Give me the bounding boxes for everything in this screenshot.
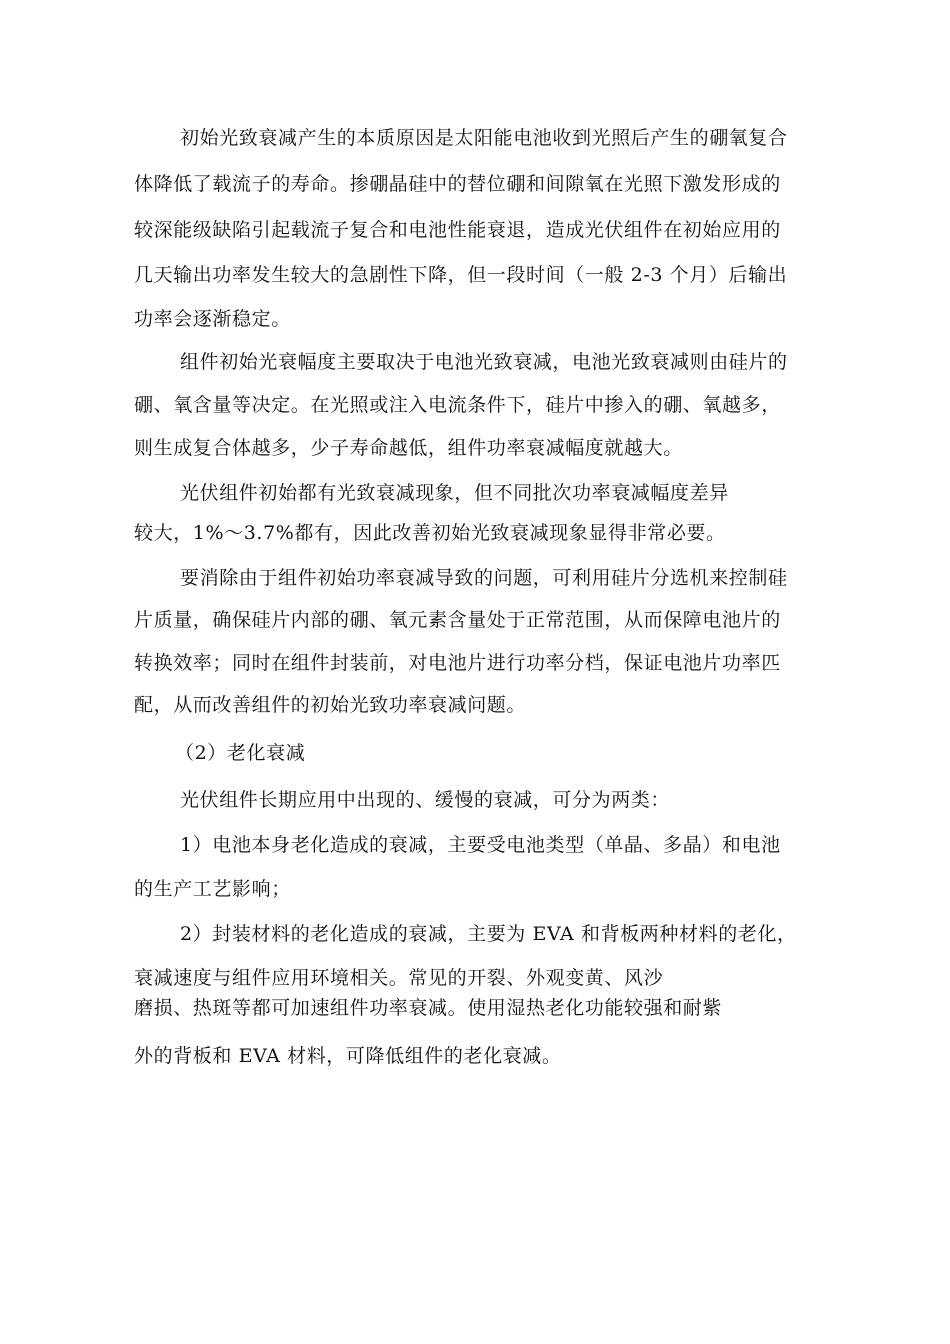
paragraph-6-line-1: 1）电池本身老化造成的衰减，主要受电池类型（单晶、多晶）和电池 <box>180 834 781 856</box>
paragraph-4-line-1: 要消除由于组件初始功率衰减导致的问题，可利用硅片分选机来控制硅 <box>180 567 788 589</box>
paragraph-1-line-5: 功率会逐渐稳定。 <box>134 308 291 330</box>
paragraph-2-line-1: 组件初始光衰幅度主要取决于电池光致衰减，电池光致衰减则由硅片的 <box>180 351 788 373</box>
section-heading-aging: （2）老化衰减 <box>175 742 306 764</box>
paragraph-4-line-3: 转换效率；同时在组件封装前，对电池片进行功率分档，保证电池片功率匹 <box>134 652 781 674</box>
paragraph-7-line-4: 外的背板和 EVA 材料，可降低组件的老化衰减。 <box>134 1045 562 1067</box>
paragraph-5-line-1: 光伏组件长期应用中出现的、缓慢的衰减，可分为两类： <box>180 789 671 811</box>
paragraph-2-line-2: 硼、氧含量等决定。在光照或注入电流条件下，硅片中掺入的硼、氧越多， <box>134 394 781 416</box>
paragraph-7-line-2: 衰减速度与组件应用环境相关。常见的开裂、外观变黄、风沙 <box>134 967 664 989</box>
paragraph-4-line-2: 片质量，确保硅片内部的硼、氧元素含量处于正常范围，从而保障电池片的 <box>134 609 781 631</box>
paragraph-1-line-4: 几天输出功率发生较大的急剧性下降，但一段时间（一般 2-3 个月）后输出 <box>134 264 788 286</box>
paragraph-1-line-2: 体降低了载流子的寿命。掺硼晶硅中的替位硼和间隙氧在光照下激发形成的 <box>134 173 781 195</box>
paragraph-1-line-1: 初始光致衰减产生的本质原因是太阳能电池收到光照后产生的硼氧复合 <box>180 127 788 149</box>
paragraph-4-line-4: 配，从而改善组件的初始光致功率衰减问题。 <box>134 694 527 716</box>
paragraph-7-line-3: 磨损、热斑等都可加速组件功率衰减。使用湿热老化功能较强和耐紫 <box>134 997 723 1019</box>
paragraph-7-line-1: 2）封装材料的老化造成的衰减，主要为 EVA 和背板两种材料的老化， <box>180 923 797 945</box>
paragraph-2-line-3: 则生成复合体越多，少子寿命越低，组件功率衰减幅度就越大。 <box>134 437 683 459</box>
paragraph-6-line-2: 的生产工艺影响； <box>134 878 291 900</box>
paragraph-3-line-2: 较大，1%～3.7%都有，因此改善初始光致衰减现象显得非常必要。 <box>134 522 726 544</box>
paragraph-3-line-1: 光伏组件初始都有光致衰减现象，但不同批次功率衰减幅度差异 <box>180 482 729 504</box>
paragraph-1-line-3: 较深能级缺陷引起载流子复合和电池性能衰退，造成光伏组件在初始应用的 <box>134 219 781 241</box>
